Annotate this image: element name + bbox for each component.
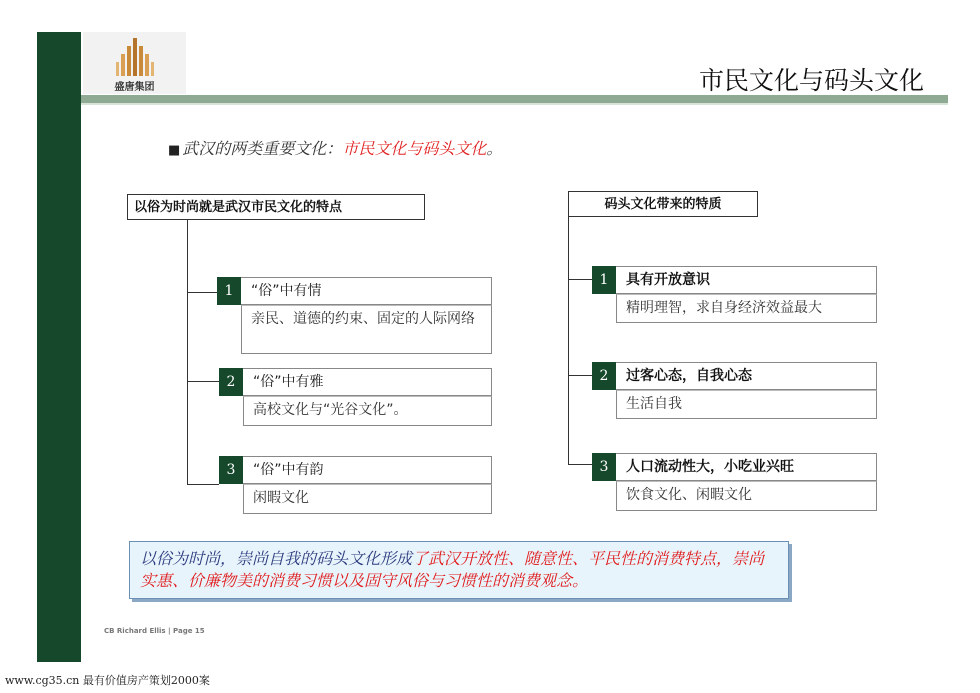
item-description: 生活自我 [616, 390, 877, 419]
left-item-1 [217, 277, 492, 354]
logo-text: 盛唐集团 [114, 82, 155, 93]
intro-line [168, 136, 502, 159]
conclusion-box [129, 541, 789, 599]
right-branch-3 [568, 464, 592, 465]
right-branch-2 [568, 375, 592, 376]
left-branch-2 [187, 381, 219, 382]
item-description: 高校文化与“光谷文化”。 [243, 396, 492, 426]
page-title: 市民文化与码头文化 [698, 66, 924, 95]
right-branch-1 [568, 279, 592, 280]
item-description: 饮食文化、闲暇文化 [616, 481, 877, 511]
left-item-3 [219, 456, 492, 514]
right-item-2 [592, 362, 877, 419]
logo-icon [115, 38, 155, 76]
intro-end: 。 [486, 139, 503, 158]
left-tree-trunk [187, 220, 188, 485]
item-heading: “俗”中有雅 [243, 368, 492, 396]
left-section-title: 以俗为时尚就是武汉市民文化的特点 [127, 194, 425, 220]
source-watermark: www.cg35.cn 最有价值房产策划2000案 [5, 674, 210, 687]
item-number: 1 [592, 266, 616, 294]
header-rule [81, 95, 948, 103]
left-item-2 [219, 368, 492, 426]
bullet-icon: ■ [168, 143, 181, 158]
item-description: 亲民、道德的约束、固定的人际网络 [241, 305, 492, 354]
left-branch-3 [187, 484, 219, 485]
item-heading: 过客心态，自我心态 [616, 362, 877, 390]
item-number: 2 [592, 362, 616, 390]
left-branch-1 [187, 292, 217, 293]
item-heading: “俗”中有情 [241, 277, 492, 305]
right-item-1 [592, 266, 877, 323]
item-number: 2 [219, 368, 243, 396]
right-tree-trunk [568, 217, 569, 464]
intro-highlight: 市民文化与码头文化 [342, 139, 487, 158]
right-section-title: 码头文化带来的特质 [568, 191, 758, 217]
intro-text: 武汉的两类重要文化： [182, 139, 343, 158]
item-description: 闲暇文化 [243, 484, 492, 514]
item-description: 精明理智，求自身经济效益最大 [616, 294, 877, 323]
company-logo [83, 32, 186, 94]
item-number: 3 [592, 453, 616, 481]
item-heading: 具有开放意识 [616, 266, 877, 294]
item-number: 3 [219, 456, 243, 484]
conclusion-text-lead: 以俗为时尚，崇尚自我的码头文化形成 [140, 549, 413, 568]
left-accent-bar [37, 32, 81, 662]
header-rule-light [81, 103, 948, 105]
item-heading: 人口流动性大，小吃业兴旺 [616, 453, 877, 481]
right-item-3 [592, 453, 877, 511]
footer-brand: CB Richard Ellis | Page 15 [104, 627, 205, 635]
item-heading: “俗”中有韵 [243, 456, 492, 484]
item-number: 1 [217, 277, 241, 305]
conclusion-text-highlight: 了武汉开放性、随意性、平民性的消费特点，崇尚实惠、价廉物美的消费习惯以及固守风俗与习惯性的消费观念。 [140, 549, 765, 590]
